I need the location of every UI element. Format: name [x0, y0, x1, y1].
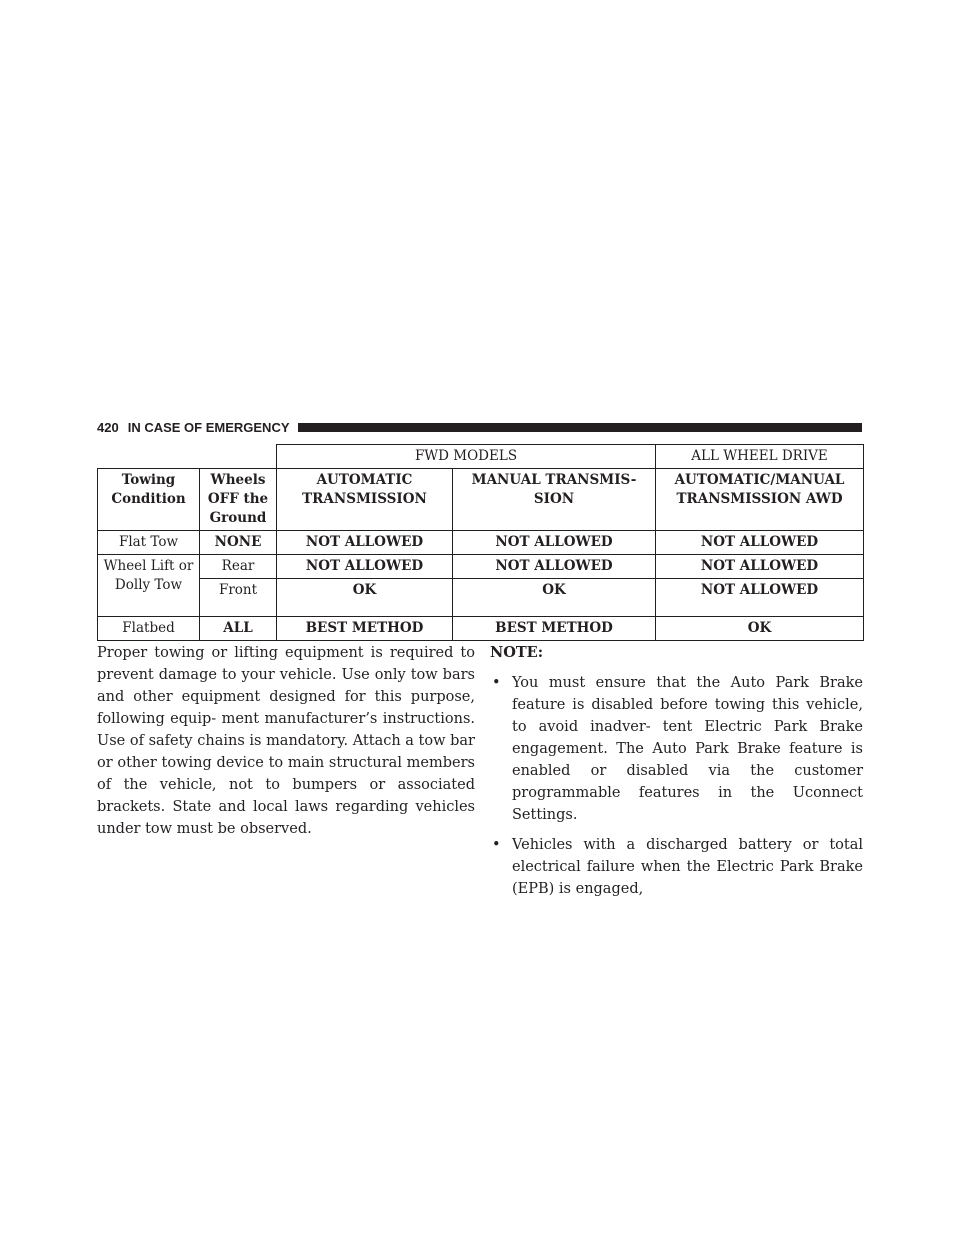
awd-header: ALL WHEEL DRIVE: [656, 445, 864, 469]
table-row: [98, 579, 864, 617]
manual-cell: BEST METHOD: [453, 617, 656, 641]
table-group-header-row: [98, 445, 864, 469]
awd-transmission-header: AUTOMATIC/MANUAL TRANSMISSION AWD: [656, 469, 864, 531]
condition-cell: Flatbed: [98, 617, 200, 641]
awd-cell: OK: [656, 617, 864, 641]
note-section: [490, 642, 863, 908]
table-row: [98, 617, 864, 641]
manual-cell: NOT ALLOWED: [453, 555, 656, 579]
towing-condition-header: Towing Condition: [98, 469, 200, 531]
wheels-cell: ALL: [200, 617, 277, 641]
note-bullet-text: You must ensure that the Auto Park Brake feature is disabled before towing this vehicle, to avoid inadver- tent Electric Park Brake engagement. The Auto Park Brake feature is enabled or disabled via the customer programmable features in the Uconnect Settings.: [512, 675, 863, 823]
awd-cell: NOT ALLOWED: [656, 555, 864, 579]
automatic-cell: NOT ALLOWED: [277, 531, 453, 555]
wheels-cell: NONE: [200, 531, 277, 555]
page-number: 420: [97, 419, 119, 435]
awd-cell: NOT ALLOWED: [656, 579, 864, 617]
automatic-transmission-header: AUTOMATIC TRANSMISSION: [277, 469, 453, 531]
bullet-icon: •: [492, 837, 501, 853]
wheels-off-ground-header: Wheels OFF the Ground: [200, 469, 277, 531]
table-row: [98, 531, 864, 555]
condition-cell: Wheel Lift or Dolly Tow: [98, 555, 200, 617]
manual-cell: OK: [453, 579, 656, 617]
automatic-cell: OK: [277, 579, 453, 617]
note-label: NOTE:: [490, 644, 544, 661]
condition-cell: Flat Tow: [98, 531, 200, 555]
wheels-cell: Front: [200, 579, 277, 617]
table-blank-corner: [98, 445, 277, 469]
automatic-cell: NOT ALLOWED: [277, 555, 453, 579]
fwd-models-header: FWD MODELS: [277, 445, 656, 469]
towing-equipment-paragraph: Proper towing or lifting equipment is required to prevent damage to your vehicle. Use only tow bars and other equipment designed for this purpose, following equip- ment manufacturer’s instructions. Use of safety chains is mandatory. Attach a tow bar or other towing device to main structural members of the vehicle, not to bumpers or associated brackets. State and local laws regarding vehicles under tow must be observed.: [97, 645, 475, 837]
awd-cell: NOT ALLOWED: [656, 531, 864, 555]
list-item: [490, 672, 863, 826]
bullet-icon: •: [492, 675, 501, 691]
list-item: [490, 834, 863, 900]
wheels-cell: Rear: [200, 555, 277, 579]
automatic-cell: BEST METHOD: [277, 617, 453, 641]
manual-transmission-header: MANUAL TRANSMIS- SION: [453, 469, 656, 531]
manual-cell: NOT ALLOWED: [453, 531, 656, 555]
table-column-header-row: [98, 469, 864, 531]
header-rule: [298, 423, 863, 432]
note-bullet-text: Vehicles with a discharged battery or total electrical failure when the Electric Park Brake (EPB) is engaged,: [512, 837, 863, 897]
table-row: [98, 555, 864, 579]
section-title: IN CASE OF EMERGENCY: [127, 419, 290, 435]
page-header: [97, 418, 862, 436]
towing-table: [97, 444, 864, 641]
